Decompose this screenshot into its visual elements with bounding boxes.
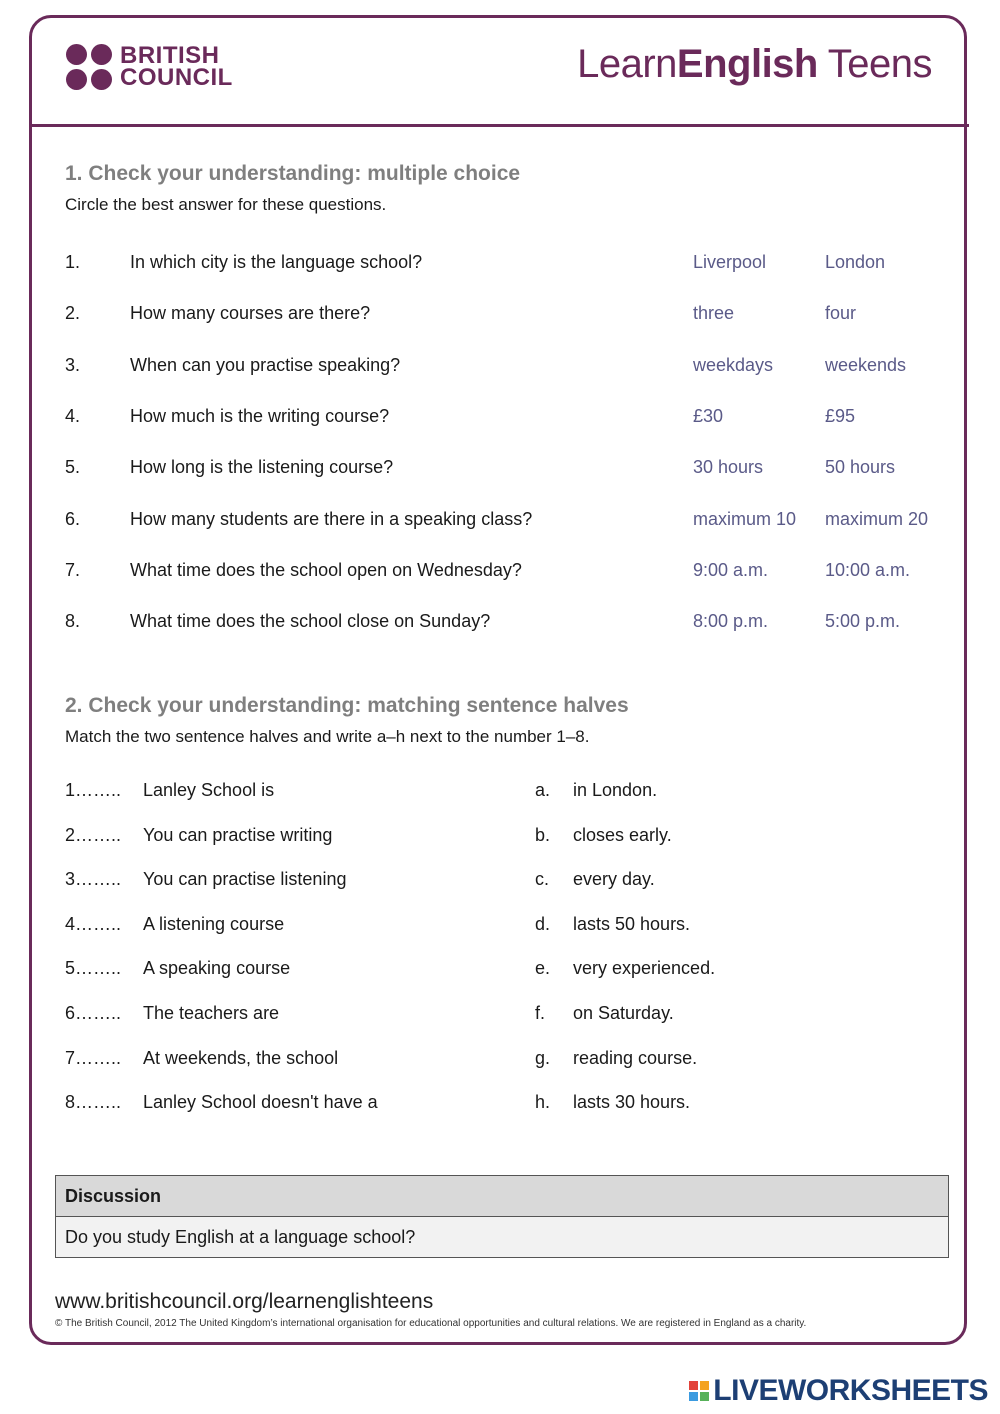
- sentence-first-half: A listening course: [143, 913, 285, 934]
- answer-option-b[interactable]: 10:00 a.m.: [825, 559, 911, 580]
- question-row: [65, 406, 945, 430]
- option-letter: c.: [535, 869, 550, 890]
- matching-row: [65, 1048, 945, 1072]
- answer-option-a[interactable]: three: [693, 303, 735, 324]
- question-row: [65, 509, 945, 533]
- discussion-heading: Discussion: [56, 1176, 948, 1217]
- sentence-first-half: Lanley School doesn't have a: [143, 1092, 378, 1113]
- answer-option-a[interactable]: maximum 10: [693, 508, 797, 529]
- liveworksheets-icon: [689, 1381, 709, 1401]
- sentence-second-half: reading course.: [573, 1047, 698, 1068]
- question-number: 5.: [65, 457, 81, 478]
- answer-option-b[interactable]: £95: [825, 405, 856, 426]
- footer-url[interactable]: www.britishcouncil.org/learnenglishteens: [55, 1290, 434, 1313]
- option-letter: b.: [535, 824, 551, 845]
- footer-copyright: © The British Council, 2012 The United Kingdom’s international organisation for educational opportunities and cultural relations. We are registered in England as a charity.: [55, 1318, 807, 1329]
- brand-line-2: COUNCIL: [120, 64, 233, 91]
- liveworksheets-text: LIVEWORKSHEETS: [713, 1374, 988, 1407]
- answer-blank[interactable]: 8……..: [65, 1092, 122, 1113]
- question-number: 3.: [65, 354, 81, 375]
- question-row: [65, 560, 945, 584]
- header-divider: [29, 124, 969, 127]
- option-letter: h.: [535, 1092, 551, 1113]
- question-number: 2.: [65, 303, 81, 324]
- matching-row: [65, 869, 945, 893]
- sentence-second-half: in London.: [573, 780, 658, 800]
- section-2-title: 2. Check your understanding: matching sentence halves: [65, 694, 629, 717]
- question-text: What time does the school open on Wednesday?: [130, 559, 522, 580]
- section-1-instruction: Circle the best answer for these questions.: [65, 195, 387, 214]
- answer-blank[interactable]: 6……..: [65, 1003, 122, 1023]
- matching-row: [65, 1092, 945, 1116]
- answer-option-b[interactable]: 5:00 p.m.: [825, 611, 901, 632]
- option-letter: a.: [535, 780, 551, 800]
- discussion-box: [55, 1175, 949, 1258]
- section-1-title: 1. Check your understanding: multiple choice: [65, 162, 521, 185]
- logo-english: English: [676, 42, 818, 86]
- question-row: [65, 252, 945, 276]
- logo-teens: Teens: [817, 42, 932, 86]
- answer-option-a[interactable]: Liverpool: [693, 252, 767, 272]
- matching-row: [65, 825, 945, 849]
- answer-blank[interactable]: 1……..: [65, 780, 122, 800]
- answer-option-b[interactable]: four: [825, 303, 857, 324]
- answer-option-a[interactable]: weekdays: [693, 354, 774, 375]
- sentence-first-half: The teachers are: [143, 1003, 280, 1023]
- question-text: How many students are there in a speaking class?: [130, 508, 533, 529]
- liveworksheets-watermark: [689, 1374, 988, 1408]
- sentence-first-half: You can practise writing: [143, 824, 333, 845]
- question-text: How many courses are there?: [130, 303, 371, 324]
- answer-option-a[interactable]: 9:00 a.m.: [693, 559, 769, 580]
- question-row: [65, 303, 945, 327]
- brand-line-1: BRITISH: [120, 42, 220, 69]
- question-row: [65, 355, 945, 379]
- answer-blank[interactable]: 4……..: [65, 913, 122, 934]
- question-text: When can you practise speaking?: [130, 354, 401, 375]
- option-letter: f.: [535, 1003, 546, 1023]
- question-text: What time does the school close on Sunday?: [130, 611, 491, 632]
- question-number: 4.: [65, 405, 81, 426]
- sentence-first-half: A speaking course: [143, 958, 291, 979]
- answer-option-a[interactable]: 30 hours: [693, 457, 764, 478]
- sentence-first-half: You can practise listening: [143, 869, 347, 890]
- question-number: 1.: [65, 252, 81, 272]
- matching-row: [65, 780, 945, 804]
- question-number: 6.: [65, 508, 81, 529]
- option-letter: g.: [535, 1047, 551, 1068]
- sentence-first-half: At weekends, the school: [143, 1047, 339, 1068]
- question-text: How much is the writing course?: [130, 405, 390, 426]
- option-letter: e.: [535, 958, 551, 979]
- british-council-dots-icon: [66, 44, 112, 90]
- answer-option-a[interactable]: 8:00 p.m.: [693, 611, 769, 632]
- sentence-second-half: very experienced.: [573, 958, 716, 979]
- answer-blank[interactable]: 2……..: [65, 824, 122, 845]
- matching-row: [65, 1003, 945, 1027]
- sentence-second-half: every day.: [573, 869, 655, 890]
- question-row: [65, 611, 945, 635]
- matching-row: [65, 914, 945, 938]
- question-text: How long is the listening course?: [130, 457, 394, 478]
- sentence-second-half: lasts 50 hours.: [573, 913, 691, 934]
- sentence-first-half: Lanley School is: [143, 780, 275, 800]
- option-letter: d.: [535, 913, 551, 934]
- answer-option-b[interactable]: maximum 20: [825, 508, 929, 529]
- answer-option-b[interactable]: weekends: [825, 354, 907, 375]
- matching-row: [65, 958, 945, 982]
- answer-blank[interactable]: 5……..: [65, 958, 122, 979]
- sentence-second-half: closes early.: [573, 824, 672, 845]
- british-council-logo: [66, 44, 233, 90]
- sentence-second-half: lasts 30 hours.: [573, 1092, 691, 1113]
- discussion-question: Do you study English at a language school?: [56, 1217, 948, 1257]
- sentence-second-half: on Saturday.: [573, 1003, 674, 1023]
- logo-learn: Learn: [577, 42, 677, 86]
- question-text: In which city is the language school?: [130, 252, 423, 272]
- answer-option-b[interactable]: 50 hours: [825, 457, 896, 478]
- answer-blank[interactable]: 7……..: [65, 1047, 122, 1068]
- answer-blank[interactable]: 3……..: [65, 869, 122, 890]
- answer-option-b[interactable]: London: [825, 252, 886, 272]
- section-2-instruction: Match the two sentence halves and write a–h next to the number 1–8.: [65, 727, 590, 746]
- question-number: 8.: [65, 611, 81, 632]
- learnenglish-teens-logo: [577, 42, 932, 87]
- question-row: [65, 457, 945, 481]
- question-number: 7.: [65, 559, 81, 580]
- answer-option-a[interactable]: £30: [693, 405, 724, 426]
